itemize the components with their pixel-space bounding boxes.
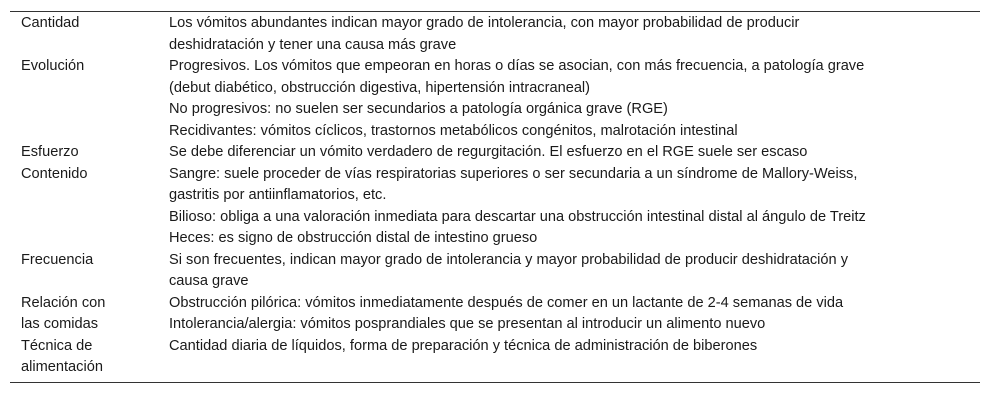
row-label-cell [10, 13, 169, 56]
row-description-cell [169, 250, 980, 293]
row-label-cell [10, 336, 169, 379]
row-label: las comidas [21, 316, 99, 332]
table-row [10, 250, 980, 293]
row-description-line: Intolerancia/alergia: vómitos posprandiales que se presentan al introducir un alimento nuevo [169, 316, 766, 332]
row-description-line: Obstrucción pilórica: vómitos inmediatamente después de comer en un lactante de 2-4 semanas de vida [169, 294, 844, 311]
row-description-line: Heces: es signo de obstrucción distal de intestino grueso [169, 230, 538, 246]
table-body [10, 13, 980, 379]
row-description-cell [169, 164, 980, 250]
row-description-line: (debut diabético, obstrucción digestiva, hipertensión intracraneal) [169, 79, 591, 96]
row-label: Frecuencia [21, 251, 94, 268]
row-label-cell [10, 164, 169, 250]
row-description-line: causa grave [169, 273, 249, 289]
row-description-line: Se debe diferenciar un vómito verdadero de regurgitación. El esfuerzo en el RGE suele ser escaso [169, 144, 808, 160]
table-row [10, 293, 980, 336]
row-description-line: Sangre: suele proceder de vías respiratorias superiores o ser secundaria a un síndrome de Mallory-Weiss, [169, 165, 858, 182]
row-label: Técnica de [21, 337, 93, 354]
row-description-line: No progresivos: no suelen ser secundarios a patología orgánica grave (RGE) [169, 101, 668, 117]
row-description-line: Progresivos. Los vómitos que empeoran en horas o días se asocian, con más frecuencia, a patología grave [169, 58, 865, 74]
table-row [10, 56, 980, 142]
row-label: Contenido [21, 165, 88, 182]
table-row [10, 142, 980, 164]
row-label-cell [10, 56, 169, 142]
row-label-cell [10, 142, 169, 164]
row-label: Relación con [21, 294, 106, 311]
row-description-line: deshidratación y tener una causa más grave [169, 36, 457, 53]
table [10, 13, 980, 379]
row-label: Evolución [21, 58, 85, 74]
row-description-line: Bilioso: obliga a una valoración inmediata para descartar una obstrucción intestinal distal al ángulo de Treitz [169, 208, 866, 225]
row-description-cell [169, 13, 980, 56]
row-description-cell [169, 336, 980, 379]
table-row [10, 13, 980, 56]
table-row [10, 336, 980, 379]
row-description-line: Si son frecuentes, indican mayor grado de intolerancia y mayor probabilidad de producir deshidratación y [169, 251, 848, 268]
row-description-line: Recidivantes: vómitos cíclicos, trastornos metabólicos congénitos, malrotación intestinal [169, 122, 738, 139]
row-description-cell [169, 142, 980, 164]
row-label: alimentación [21, 359, 103, 375]
row-description-line: gastritis por antiinflamatorios, etc. [169, 187, 387, 203]
row-description-cell [169, 56, 980, 142]
row-label: Cantidad [21, 15, 80, 31]
row-label: Esfuerzo [21, 144, 79, 160]
row-description-cell [169, 293, 980, 336]
table-row [10, 164, 980, 250]
row-description-line: Cantidad diaria de líquidos, forma de preparación y técnica de administración de biberones [169, 337, 758, 354]
row-description-line: Los vómitos abundantes indican mayor grado de intolerancia, con mayor probabilidad de producir [169, 15, 800, 31]
row-label-cell [10, 293, 169, 336]
row-label-cell [10, 250, 169, 293]
vomiting-characteristics-table [10, 11, 980, 383]
